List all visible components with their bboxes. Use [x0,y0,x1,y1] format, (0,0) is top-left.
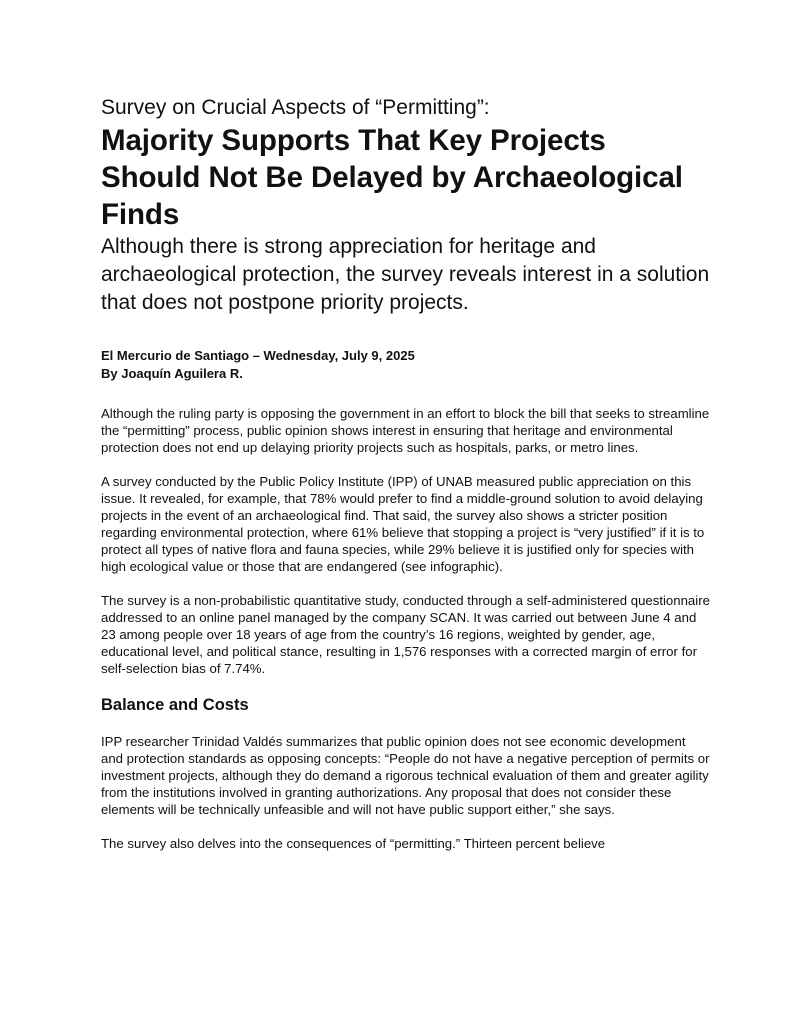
body-paragraph: The survey is a non-probabilistic quantitative study, conducted through a self-administered questionnaire addressed to an online panel managed by the company SCAN. It was carried out between June 4 and 23 among people over 18 years of age from the country’s 16 regions, weighted by gender, age, educational level, and political stance, resulting in 1,576 responses with a corrected margin of error for self-selection bias of 7.74%. [101,593,710,676]
byline [101,347,711,383]
article [101,94,711,869]
body-paragraph: Although the ruling party is opposing the government in an effort to block the bill that seeks to streamline the “permitting” process, public opinion shows interest in ensuring that heritage and environmental protection does not end up delaying priority projects such as hospitals, parks, or metro lines. [101,406,710,455]
article-kicker: Survey on Crucial Aspects of “Permitting”: [101,96,490,119]
author: By Joaquín Aguilera R. [101,366,243,381]
body-paragraph: IPP researcher Trinidad Valdés summarizes that public opinion does not see economic development and protection standards as opposing concepts: “People do not have a negative perception of permits or investment projects, although they do demand a rigorous technical evaluation of them and greater agility from the institutions involved in granting authorizations. Any proposal that does not consider these elements will be technically unfeasible and will not have public support either,” she says. [101,734,710,817]
section-subhead: Balance and Costs [101,696,249,714]
article-deck: Although there is strong appreciation for heritage and archaeological protection, the survey reveals interest in a solution that does not postpone priority projects. [101,235,710,314]
dateline: El Mercurio de Santiago – Wednesday, July 9, 2025 [101,348,415,363]
article-headline: Majority Supports That Key Projects Should Not Be Delayed by Archaeological Finds [101,124,683,231]
body-paragraph: The survey also delves into the consequences of “permitting.” Thirteen percent believe [101,836,606,851]
body-paragraph: A survey conducted by the Public Policy Institute (IPP) of UNAB measured public appreciation on this issue. It revealed, for example, that 78% would prefer to find a middle-ground solution to avoid delaying projects in the event of an archaeological find. That said, the survey also shows a stricter position regarding environmental protection, where 61% believe that stopping a project is “very justified” if it is to protect all types of native flora and fauna species, while 29% believe it is justified only for species with high ecological value or those that are endangered (see infographic). [101,474,705,574]
